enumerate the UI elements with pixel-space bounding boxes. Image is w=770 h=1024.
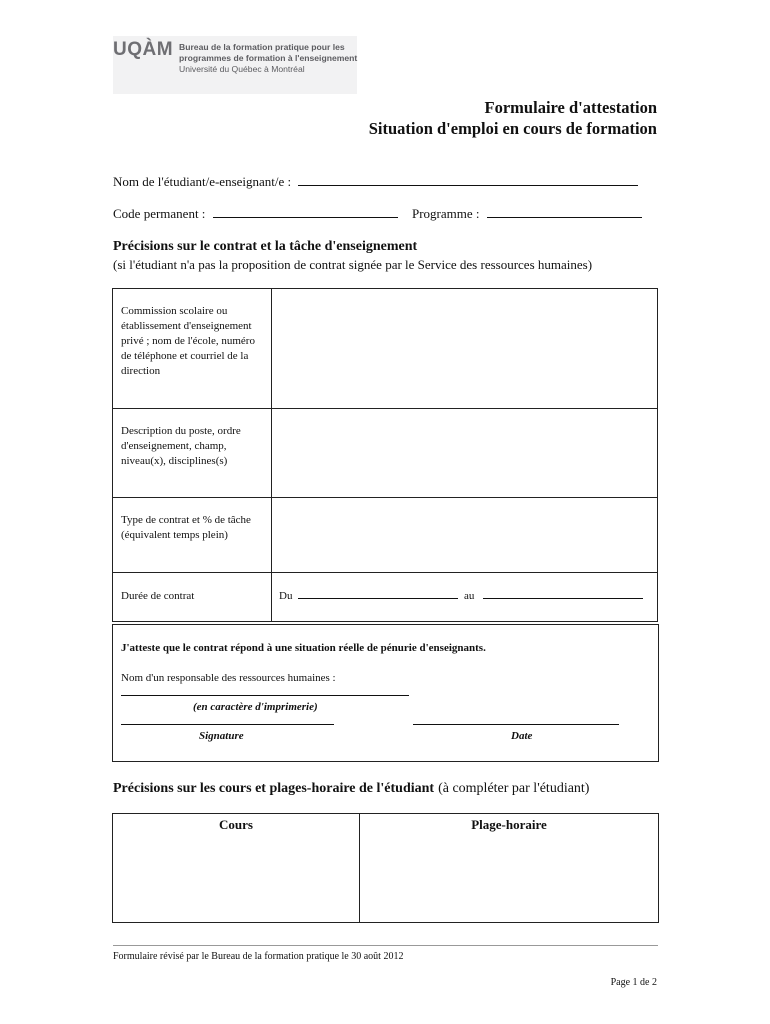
date-caption: Date xyxy=(511,730,533,742)
contract-type-input-cell[interactable] xyxy=(272,499,656,571)
courses-heading-text: Précisions sur les cours et plages-horaire de l'étudiant xyxy=(113,781,435,796)
contract-section-note: (si l'étudiant n'a pas la proposition de contrat signée par le Service des ressources humaines) xyxy=(113,257,593,272)
program-label: Programme : xyxy=(412,206,480,221)
duration-field[interactable] xyxy=(279,589,643,602)
page-number: Page 1 de 2 xyxy=(610,977,657,988)
duration-from-label: Du xyxy=(279,590,293,602)
print-name-caption: (en caractère d'imprimerie) xyxy=(193,701,318,713)
column-header-schedule: Plage-horaire xyxy=(471,817,547,832)
permanent-code-label: Code permanent : xyxy=(113,206,206,221)
courses-table xyxy=(112,813,659,923)
courses-section-heading xyxy=(113,779,589,797)
program-blank[interactable] xyxy=(487,206,642,218)
program-field[interactable] xyxy=(412,206,642,222)
footer-revision-note: Formulaire révisé par le Bureau de la formation pratique le 30 août 2012 xyxy=(113,951,404,962)
schedule-input-cell[interactable] xyxy=(361,836,657,921)
contract-table xyxy=(112,288,658,622)
position-input-cell[interactable] xyxy=(272,410,656,496)
logo-line-1: Bureau de la formation pratique pour les xyxy=(179,42,345,52)
signature-line[interactable] xyxy=(121,724,334,725)
row-position-label: Description du poste, ordre d'enseignement, champ, niveau(x), disciplines(s) xyxy=(121,425,241,467)
footer-divider xyxy=(113,945,658,946)
column-header-courses: Cours xyxy=(219,817,253,832)
form-title: Formulaire d'attestation xyxy=(484,98,657,117)
courses-input-cell[interactable] xyxy=(114,836,358,921)
table-row-divider xyxy=(113,408,657,409)
hr-contact-label: Nom d'un responsable des ressources humaines : xyxy=(121,672,336,684)
student-name-label: Nom de l'étudiant/e-enseignant/e : xyxy=(113,174,292,189)
logo-line-3: Université du Québec à Montréal xyxy=(179,64,305,74)
row-contract-type-label: Type de contrat et % de tâche (équivalent temps plein) xyxy=(121,514,251,541)
row-school-label: Commission scolaire ou établissement d'enseignement privé ; nom de l'école, numéro de téléphone et courriel de la direction xyxy=(121,305,255,377)
table-row-divider xyxy=(113,497,657,498)
student-name-blank[interactable] xyxy=(298,174,638,186)
duration-to-label: au xyxy=(463,590,475,602)
logo-line-2: programmes de formation à l'enseignement xyxy=(179,53,358,63)
logo-wordmark: UQÀM xyxy=(113,39,174,60)
row-duration-label: Durée de contrat xyxy=(121,590,195,602)
school-input-cell[interactable] xyxy=(272,290,656,407)
date-line[interactable] xyxy=(413,724,619,725)
attestation-box xyxy=(112,624,659,762)
permanent-code-field[interactable] xyxy=(113,206,398,222)
courses-heading-note: (à compléter par l'étudiant) xyxy=(438,781,590,796)
student-name-field[interactable] xyxy=(113,174,638,190)
permanent-code-blank[interactable] xyxy=(213,206,398,218)
table-row-divider xyxy=(113,572,657,573)
form-subtitle: Situation d'emploi en cours de formation xyxy=(368,119,657,138)
uqam-logo xyxy=(113,36,357,94)
duration-from-blank[interactable] xyxy=(298,589,458,599)
signature-caption: Signature xyxy=(199,730,244,742)
duration-to-blank[interactable] xyxy=(483,589,643,599)
attestation-statement: J'atteste que le contrat répond à une situation réelle de pénurie d'enseignants. xyxy=(121,642,486,654)
contract-section-heading: Précisions sur le contrat et la tâche d'enseignement xyxy=(113,239,418,254)
hr-contact-name-line[interactable] xyxy=(121,695,409,696)
